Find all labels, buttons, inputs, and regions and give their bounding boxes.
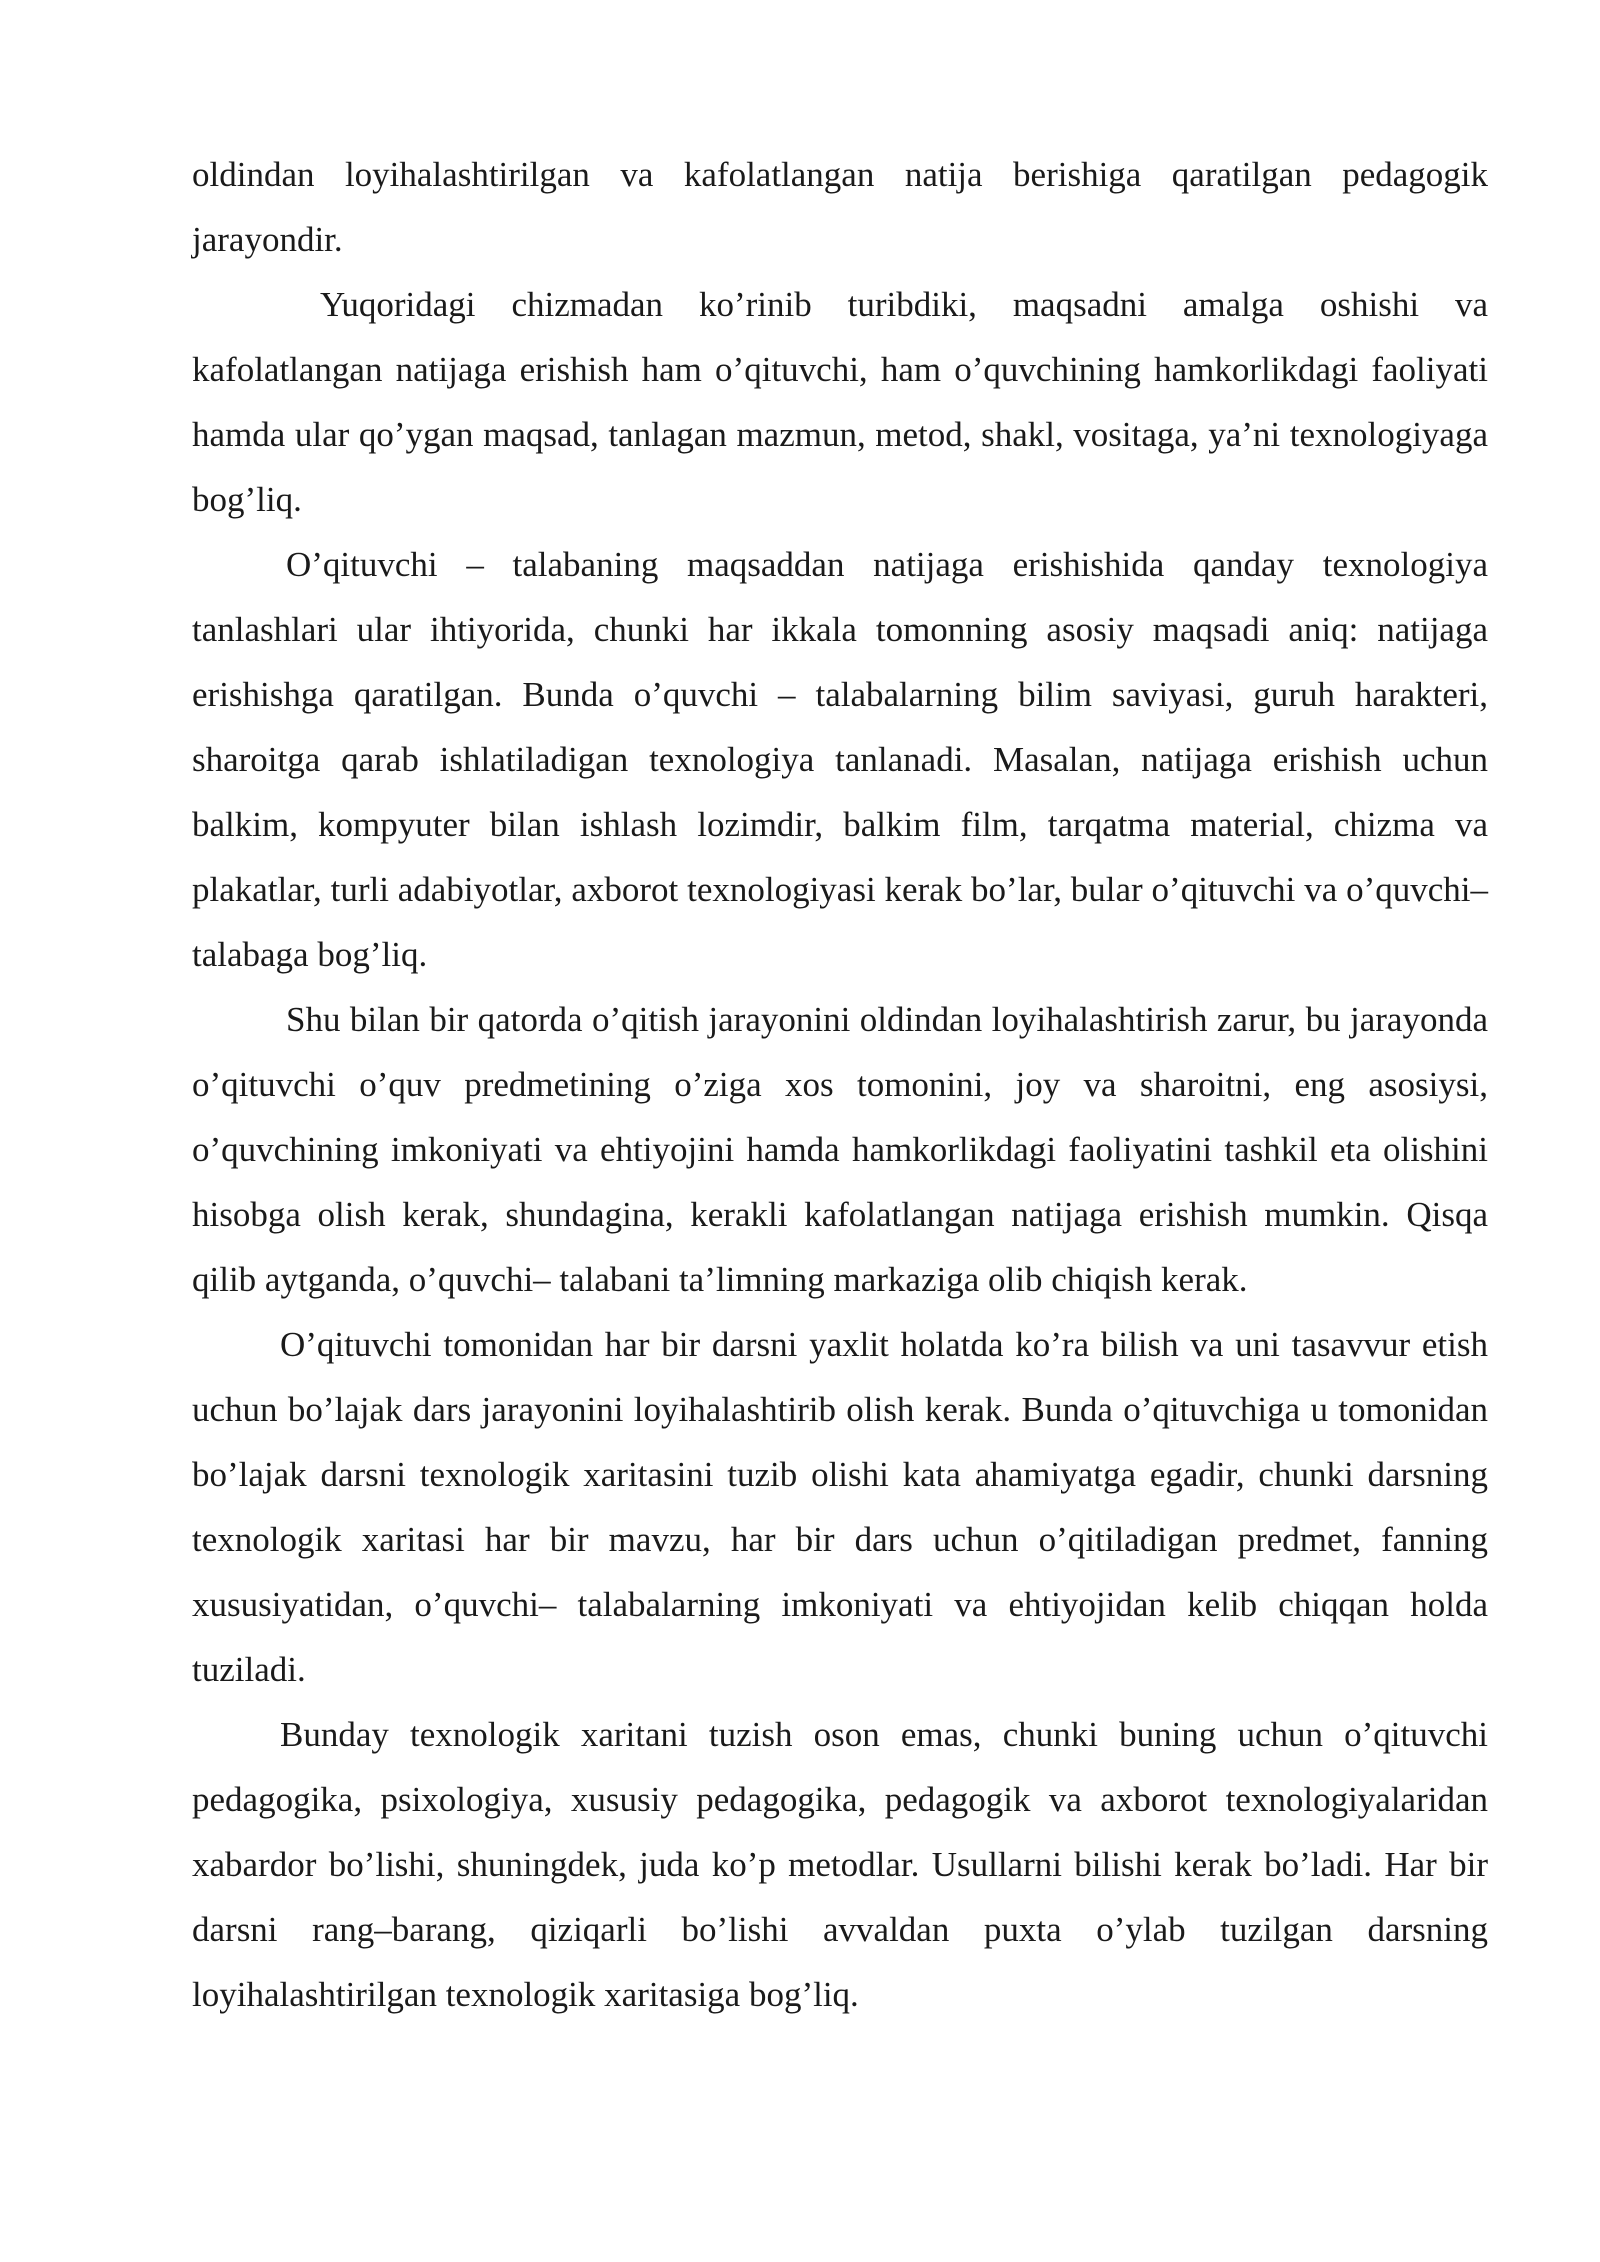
paragraph-5: O’qituvchi tomonidan har bir darsni yaxlit holatda ko’ra bilish va uni tasavvur etish uchun bo’lajak dars jarayonini loyihalashtirib olish kerak. Bunda o’qituvchiga u tomonidan bo’lajak darsni texnologik xaritasini tuzib olishi kata ahamiyatga egadir, chunki darsning texnologik xaritasi har bir mavzu, har bir dars uchun o’qitiladigan predmet, fanning xususiyatidan, o’quvchi– talabalarning imkoniyati va ehtiyojidan kelib chiqqan holda tuziladi. (192, 1325, 1488, 1689)
paragraph-4: Shu bilan bir qatorda o’qitish jarayonini oldindan loyihalashtirish zarur, bu jarayonda o’qituvchi o’quv predmetining o’ziga xos tomonini, joy va sharoitni, eng asosiysi, o’quvchining imkoniyati va ehtiyojini hamda hamkorlikdagi faoliyatini tashkil eta olishini hisobga olish kerak, shundagina, kerakli kafolatlangan natijaga erishish mumkin. Qisqa qilib aytganda, o’quvchi– talabani ta’limning markaziga olib chiqish kerak. (192, 1000, 1488, 1299)
paragraph-1: oldindan loyihalashtirilgan va kafolatlangan natija berishiga qaratilgan pedagogik jarayondir. (192, 155, 1488, 259)
document-body (192, 142, 1488, 2027)
paragraph-2: Yuqoridagi chizmadan ko’rinib turibdiki, maqsadni amalga oshishi va kafolatlangan natijaga erishish ham o’qituvchi, ham o’quvchining hamkorlikdagi faoliyati hamda ular qo’ygan maqsad, tanlagan mazmun, metod, shakl, vositaga, ya’ni texnologiyaga bog’liq. (192, 285, 1488, 519)
paragraph-6: Bunday texnologik xaritani tuzish oson emas, chunki buning uchun o’qituvchi pedagogika, psixologiya, xususiy pedagogika, pedagogik va axborot texnologiyalaridan xabardor bo’lishi, shuningdek, juda ko’p metodlar. Usullarni bilishi kerak bo’ladi. Har bir darsni rang–barang, qiziqarli bo’lishi avvaldan puxta o’ylab tuzilgan darsning loyihalashtirilgan texnologik xaritasiga bog’liq. (192, 1715, 1488, 2014)
paragraph-3: O’qituvchi – talabaning maqsaddan natijaga erishishida qanday texnologiya tanlashlari ular ihtiyorida, chunki har ikkala tomonning asosiy maqsadi aniq: natijaga erishishga qaratilgan. Bunda o’quvchi – talabalarning bilim saviyasi, guruh harakteri, sharoitga qarab ishlatiladigan texnologiya tanlanadi. Masalan, natijaga erishish uchun balkim, kompyuter bilan ishlash lozimdir, balkim film, tarqatma material, chizma va plakatlar, turli adabiyotlar, axborot texnologiyasi kerak bo’lar, bular o’qituvchi va o’quvchi–talabaga bog’liq. (192, 545, 1488, 974)
